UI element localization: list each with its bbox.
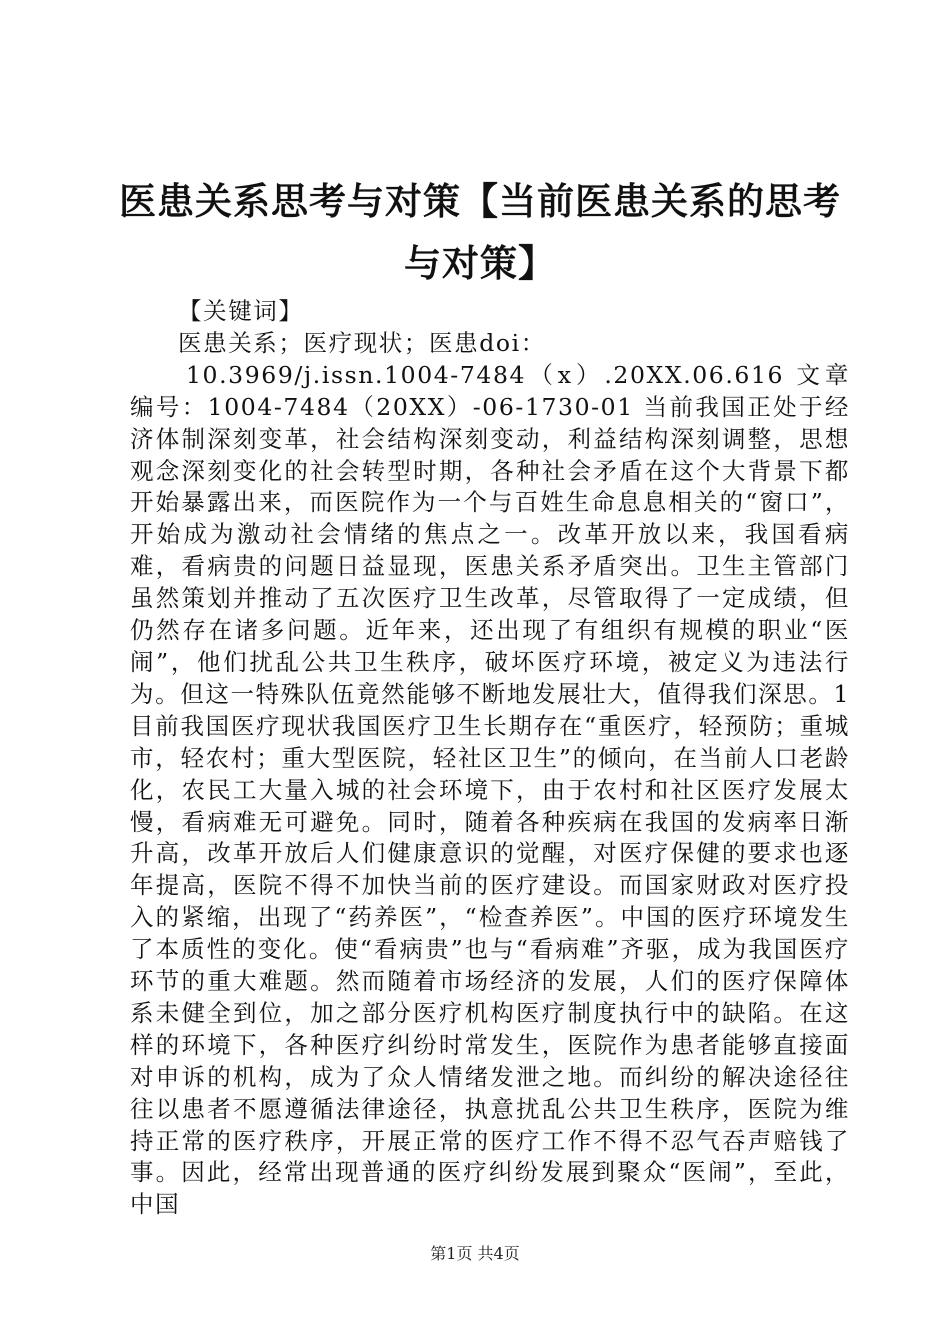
document-title: 医患关系思考与对策【当前医患关系的思考与对策】	[119, 179, 841, 285]
keywords-line: 医患关系；医疗现状；医患doi：	[178, 328, 546, 357]
body-paragraph: 10.3969/j.issn.1004-7484（x）.20XX.06.616 文章编号：1004-7484（20XX）-06-1730-01 当前我国正处于经济体制深刻变革，社会结构深刻变动，利益结构深刻调整，思想观念深刻变化的社会转型时期，各种社会矛盾在这个大背景下都开始暴露出来，而医院作为一个与百姓生命息息相关的“窗口”，开始成为激动社会情绪的焦点之一。改革开放以来，我国看病难，看病贵的问题日益显现，医患关系矛盾突出。卫生主管部门虽然策划并推动了五次医疗卫生改革，尽管取得了一定成绩，但仍然存在诸多问题。近年来，还出现了有组织有规模的职业“医闹”，他们扰乱公共卫生秩序，破坏医疗环境，被定义为违法行为。但这一特殊队伍竟然能够不断地发展壮大，值得我们深思。1 目前我国医疗现状我国医疗卫生长期存在“重医疗，轻预防；重城市，轻农村；重大型医院，轻社区卫生”的倾向，在当前人口老龄化，农民工大量入城的社会环境下，由于农村和社区医疗发展太慢，看病难无可避免。同时，随着各种疾病在我国的发病率日渐升高，改革开放后人们健康意识的觉醒，对医疗保健的要求也逐年提高，医院不得不加快当前的医疗建设。而国家财政对医疗投入的紧缩，出现了“药养医”，“检查养医”。中国的医疗环境发生了本质性的变化。使“看病贵”也与“看病难”齐驱，成为我国医疗环节的重大难题。然而随着市场经济的发展，人们的医疗保障体系未健全到位，加之部分医疗机构医疗制度执行中的缺陷。在这样的环境下，各种医疗纠纷时常发生，医院作为患者能够直接面对申诉的机构，成为了众人情绪发泄之地。而纠纷的解决途径往往以患者不愿遵循法律途径，执意扰乱公共卫生秩序，医院为维持正常的医疗秩序，开展正常的医疗工作不得不忍气吞声赔钱了事。因此，经常出现普通的医疗纠纷发展到聚众“医闹”，至此，中国	[130, 360, 850, 1219]
page-number-footer: 第1页 共4页	[430, 1244, 520, 1263]
document-body	[130, 296, 850, 1221]
keywords-heading: 【关键词】	[178, 297, 304, 325]
